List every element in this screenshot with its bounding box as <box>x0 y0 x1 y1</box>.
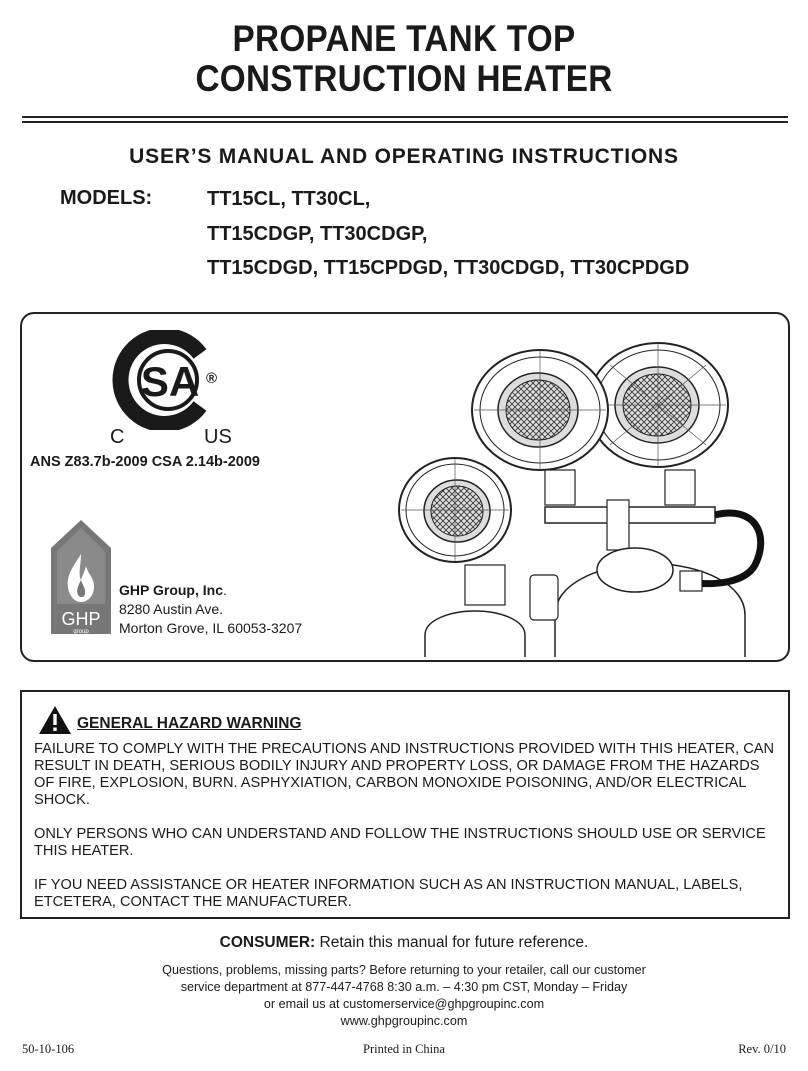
company-name-period: . <box>222 582 227 598</box>
company-name-text: GHP Group, Inc <box>119 582 223 598</box>
heater-head-right <box>588 343 728 467</box>
contact-website: www.ghpgroupinc.com <box>340 1014 468 1028</box>
company-address-line-2: Morton Grove, IL 60053-3207 <box>119 620 303 636</box>
title-line-2: CONSTRUCTION HEATER <box>195 58 613 99</box>
csa-country-c: C <box>110 426 125 448</box>
models-line-2: TT15CDGP, TT30CDGP, <box>207 223 428 245</box>
consumer-text: Retain this manual for future reference. <box>315 934 589 951</box>
consumer-label: CONSUMER: <box>219 934 316 951</box>
heater-head-left <box>472 350 608 470</box>
certification-standard: ANS Z83.7b-2009 CSA 2.14b-2009 <box>30 454 260 470</box>
ghp-logo-text: GHP <box>61 609 101 629</box>
heater-head-small <box>399 458 511 562</box>
models-line-1: TT15CL, TT30CL, <box>207 188 371 210</box>
warning-paragraph-1: FAILURE TO COMPLY WITH THE PRECAUTIONS AND INSTRUCTIONS PROVIDED WITH THIS HEATER, CAN RESULT IN DEATH, SERIOUS BODILY INJURY AND PROPERTY LOSS, OR DAMAGE FROM THE HAZARDS OF FIRE, EXPLOSION, BURN. ASPHYXIATION, CARBON MONOXIDE POISONING, AND/OR ELECTRICAL SHOCK. <box>34 741 775 808</box>
csa-logo-text: SA <box>140 358 200 405</box>
warning-title: GENERAL HAZARD WARNING <box>77 715 302 732</box>
footer-printed: Printed in China <box>363 1042 445 1056</box>
registered-mark: ® <box>206 370 218 387</box>
title-line-1: PROPANE TANK TOP <box>232 18 576 59</box>
footer-revision: Rev. 0/10 <box>738 1042 786 1056</box>
models-line-3: TT15CDGD, TT15CPDGD, TT30CDGD, TT30CPDGD <box>207 257 690 279</box>
contact-line-2: service department at 877-447-4768 8:30 a.m. – 4:30 pm CST, Monday – Friday <box>180 980 628 994</box>
contact-line-1: Questions, problems, missing parts? Before returning to your retailer, call our customer <box>162 963 646 977</box>
warning-triangle-icon <box>38 705 72 735</box>
company-address-line-1: 8280 Austin Ave. <box>119 601 224 617</box>
title-divider-top <box>22 116 788 118</box>
footer-doc-number: 50-10-106 <box>22 1042 75 1056</box>
csa-country-us: US <box>204 426 232 448</box>
heater-illustration <box>395 335 775 657</box>
contact-email-line: or email us at customerservice@ghpgroupinc.com <box>263 997 545 1011</box>
manual-subtitle: USER’S MANUAL AND OPERATING INSTRUCTIONS <box>129 145 679 168</box>
title-divider-bottom <box>22 121 788 123</box>
ghp-logo-icon <box>50 518 112 636</box>
consumer-note <box>0 934 808 952</box>
warning-paragraph-3: IF YOU NEED ASSISTANCE OR HEATER INFORMATION SUCH AS AN INSTRUCTION MANUAL, LABELS, ETCETERA, CONTACT THE MANUFACTURER. <box>34 877 743 910</box>
models-label: MODELS: <box>60 187 153 209</box>
warning-paragraph-2: ONLY PERSONS WHO CAN UNDERSTAND AND FOLLOW THE INSTRUCTIONS SHOULD USE OR SERVICE THIS HEATER. <box>34 826 766 859</box>
ghp-logo-subtext: group <box>73 629 89 635</box>
company-name <box>119 582 227 598</box>
